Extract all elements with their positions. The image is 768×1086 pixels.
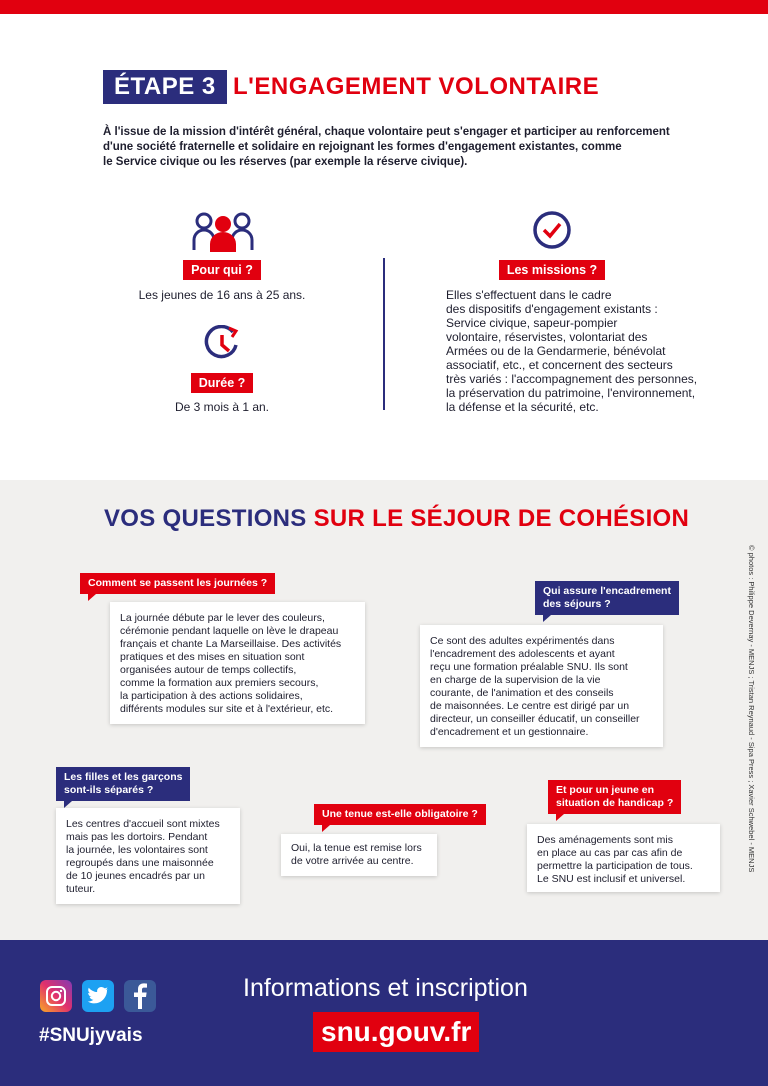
answer-card-handicap: Des aménagements sont mis en place au cas par cas afin de permettre la participation de tous. Le SNU est inclusif et universel. [527, 824, 720, 892]
answer-card-tenue: Oui, la tenue est remise lors de votre arrivée au centre. [281, 834, 437, 876]
pour-qui-block [152, 260, 292, 280]
check-circle-icon [532, 210, 572, 250]
clock-icon [203, 325, 241, 363]
missions-text: Elles s'effectuent dans le cadre des dispositifs d'engagement existants : Service civique, sapeur-pompier volontaire, réservistes, volontariat des Armées ou de la Gendarmerie, bénévolat associatif, etc., et concernent des secteurs très variés : l'accompagnement des personnes, la préservation du patrimoine, l'environnement, la défense et la sécurité, etc. [446, 288, 698, 414]
step-title: L'ENGAGEMENT VOLONTAIRE [233, 73, 600, 100]
info-text: Informations et inscription [243, 974, 528, 1002]
people-icon [192, 210, 254, 252]
twitter-icon[interactable] [82, 980, 114, 1012]
questions-title: VOS QUESTIONS SUR LE SÉJOUR DE COHÉSION [104, 505, 690, 532]
question-tag-journees: Comment se passent les journées ? [80, 573, 275, 594]
step-badge: ÉTAPE 3 [103, 70, 227, 104]
divider-line [383, 258, 385, 410]
pour-qui-text: Les jeunes de 16 ans à 25 ans. [138, 288, 306, 302]
duree-label: Durée ? [191, 373, 254, 393]
pour-qui-label: Pour qui ? [183, 260, 261, 280]
website-link[interactable]: snu.gouv.fr [313, 1012, 479, 1052]
question-tag-filles-garcons: Les filles et les garçons sont-ils séparés ? [56, 767, 190, 801]
question-tag-handicap: Et pour un jeune en situation de handicap ? [548, 780, 681, 814]
missions-block [482, 260, 622, 280]
answer-card-encadrement: Ce sont des adultes expérimentés dans l'encadrement des adolescents et ayant reçu une formation préalable SNU. Ils sont en charge de la supervision de la vie courante, de l'animation et des conseils de maisonnées. Le centre est dirigé par un directeur, un conseiller éducatif, un conseiller d'encadrement et un gestionnaire. [420, 625, 663, 747]
duree-block [152, 373, 292, 393]
intro-text: À l'issue de la mission d'intérêt général, chaque volontaire peut s'engager et participer au renforcement d'une société fraternelle et solidaire en rejoignant les formes d'engagement existantes, comme le Service civique ou les réserves (par exemple la réserve civique). [103, 126, 670, 168]
duree-text: De 3 mois à 1 an. [174, 400, 270, 414]
instagram-icon[interactable] [40, 980, 72, 1012]
answer-card-journees: La journée débute par le lever des couleurs, cérémonie pendant laquelle on lève le drapeau français et chante La Marseillaise. Des activités pratiques et des mises en situation sont organisées autour de temps collectifs, comme la formation aux premiers secours, la participation à des actions solidaires, différents modules sur site et à l'extérieur, etc. [110, 602, 365, 724]
question-tag-tenue: Une tenue est-elle obligatoire ? [314, 804, 486, 825]
photo-credits: © photos : Philippe Devernay - MENJS ; Tristan Reynaud - Sipa Press ; Xavier Schwebel - MENJS [747, 545, 756, 873]
top-red-bar [0, 0, 768, 14]
answer-card-filles-garcons: Les centres d'accueil sont mixtes mais pas les dortoirs. Pendant la journée, les volontaires sont regroupés dans une maisonnée de 10 jeunes encadrés par un tuteur. [56, 808, 240, 904]
hashtag: #SNUjyvais [39, 1025, 143, 1046]
missions-label: Les missions ? [499, 260, 605, 280]
question-tag-encadrement: Qui assure l'encadrement des séjours ? [535, 581, 679, 615]
facebook-icon[interactable] [124, 980, 156, 1012]
